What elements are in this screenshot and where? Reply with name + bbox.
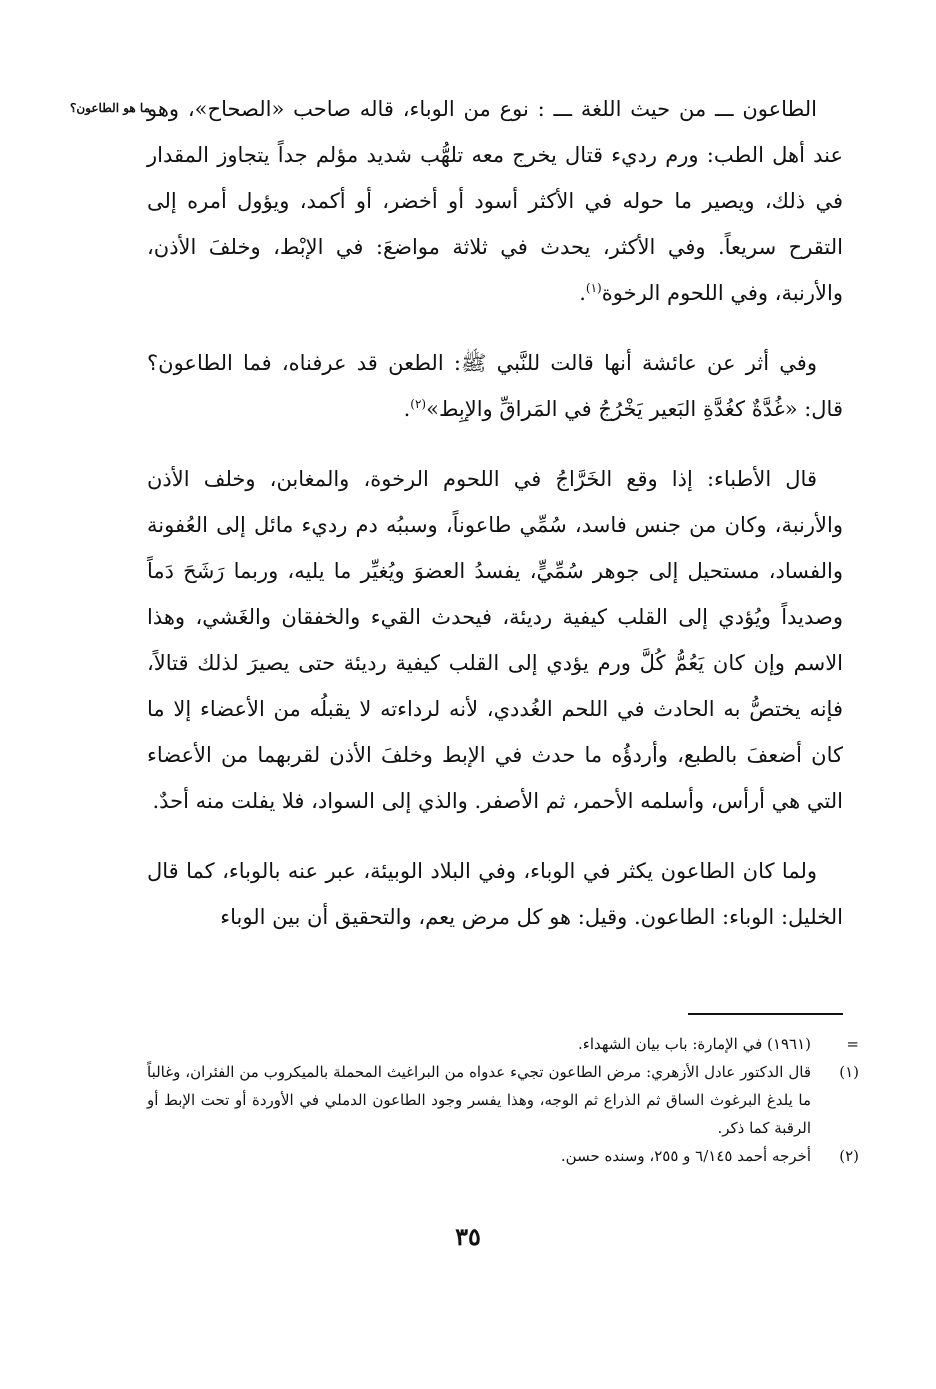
paragraph-physicians — [147, 456, 843, 824]
footnote-text: قال الدكتور عادل الأزهري: مرض الطاعون تجيء عدواه من البراغيث المحملة بالميكروب من الفئران، وغالباً ما يلدغ البرغوث الساق ثم الذراع ثم الوجه، وهذا يفسر وجود الطاعون الدملي في الأوردة أو تحت الإبط أو الرقبة كما ذكر. — [147, 1063, 811, 1137]
footnote-continuation — [147, 1030, 859, 1058]
paragraph-plague-epidemic — [147, 848, 843, 940]
main-text — [147, 86, 843, 940]
paragraph-text: الطاعون ـــ من حيث اللغة ـــ : نوع من الوباء، قاله صاحب «الصحاح»، وهو عند أهل الطب: ورم رديء قتال يخرج معه تلهُّب شديد مؤلم جداً يتجاوز المقدار في ذلك، ويصير ما حوله في الأكثر أسود أو أخضر، أو أكمد، ويؤول أمره إلى التقرح سريعاً. وفي الأكثر، يحدث في ثلاثة مواضعَ: في الإبْط، وخلفَ الأذن، والأرنبة، وفي اللحوم الرخوة — [147, 97, 843, 305]
footnote-number: = — [846, 1035, 859, 1053]
footnote-separator — [688, 1013, 843, 1015]
footnote-2 — [147, 1142, 859, 1170]
paragraph-text: ولما كان الطاعون يكثر في الوباء، وفي البلاد الوبيئة، عبر عنه بالوباء، كما قال الخليل: الوباء: الطاعون. وقيل: هو كل مرض يعم، والتحقيق أن بين الوباء — [147, 859, 843, 929]
paragraph-text: قال الأطباء: إذا وقع الخَرَّاجُ في اللحوم الرخوة، والمغابن، وخلف الأذن والأرنبة، وكان من جنس فاسد، سُمِّي طاعوناً، وسببُه دم رديء مائل إلى العُفونة والفساد، مستحيل إلى جوهر سُمِّيٍّ، يفسدُ العضوَ ويُغيِّر ما يليه، وربما رَشَحَ دَماً وصديداً ويُؤدي إلى القلب كيفية رديئة، فيحدث القيء والخفقان والغَشي، وهذا الاسم وإن كان يَعُمُّ كُلَّ ورم يؤدي إلى القلب كيفية رديئة حتى يصيرَ لذلك قتالاً، فإنه يختصُّ به الحادث في اللحم الغُددي، لأنه لرداءته لا يقبلُه من الأعضاء إلا ما كان أضعفَ بالطبع، وأردؤُه ما حدث في الإبط وخلفَ الأذن لقربهما من الأعضاء التي هي أرأس، وأسلمه الأحمر، ثم الأصفر. والذي إلى السواد، فلا يفلت منه أحدٌ. — [147, 467, 843, 813]
margin-heading: ما هو الطاعون؟ — [70, 101, 150, 115]
footnote-1 — [147, 1058, 859, 1142]
footnote-text: أخرجه أحمد ٦/١٤٥ و ٢٥٥، وسنده حسن. — [560, 1147, 811, 1165]
paragraph-definition: الطاعون ـــ من حيث اللغة ـــ : نوع من الوباء، قاله صاحب «الصحاح»، وهو عند أهل الطب: ورم رديء قتال يخرج معه تلهُّب شديد مؤلم جداً يتجاوز المقدار في ذلك، ويصير ما حوله في الأكثر أسود أو أخضر، أو أكمد، ويؤول أمره إلى التقرح سريعاً. وفي الأكثر، يحدث في ثلاثة مواضعَ: في الإبْط، وخلفَ الأذن، والأرنبة، وفي اللحوم الرخوة$^{(١)}$. — [147, 97, 843, 305]
footnote-number: (١) — [839, 1063, 859, 1081]
footnotes — [147, 1030, 859, 1170]
page-number: ٣٥ — [455, 1222, 481, 1251]
footnote-number: (٢) — [839, 1147, 859, 1165]
footnote-text: (١٩٦١) في الإمارة: باب بيان الشهداء. — [578, 1035, 811, 1053]
footnote-ref: (١) — [585, 281, 602, 295]
paragraph-hadith: وفي أثر عن عائشة أنها قالت للنَّبي ﷺ: الطعن قد عرفناه، فما الطاعون؟ قال: «غُدَّةٌ كغُدَّةِ البَعير يَخْرُجُ في المَراقِّ والإبِط»$^{(٢)}$. — [147, 351, 843, 421]
paragraph-text: وفي أثر عن عائشة أنها قالت للنَّبي ﷺ: الطعن قد عرفناه، فما الطاعون؟ قال: «غُدَّةٌ كغُدَّةِ البَعير يَخْرُجُ في المَراقِّ والإبِط» — [147, 351, 843, 421]
footnote-ref: (٢) — [410, 397, 427, 411]
